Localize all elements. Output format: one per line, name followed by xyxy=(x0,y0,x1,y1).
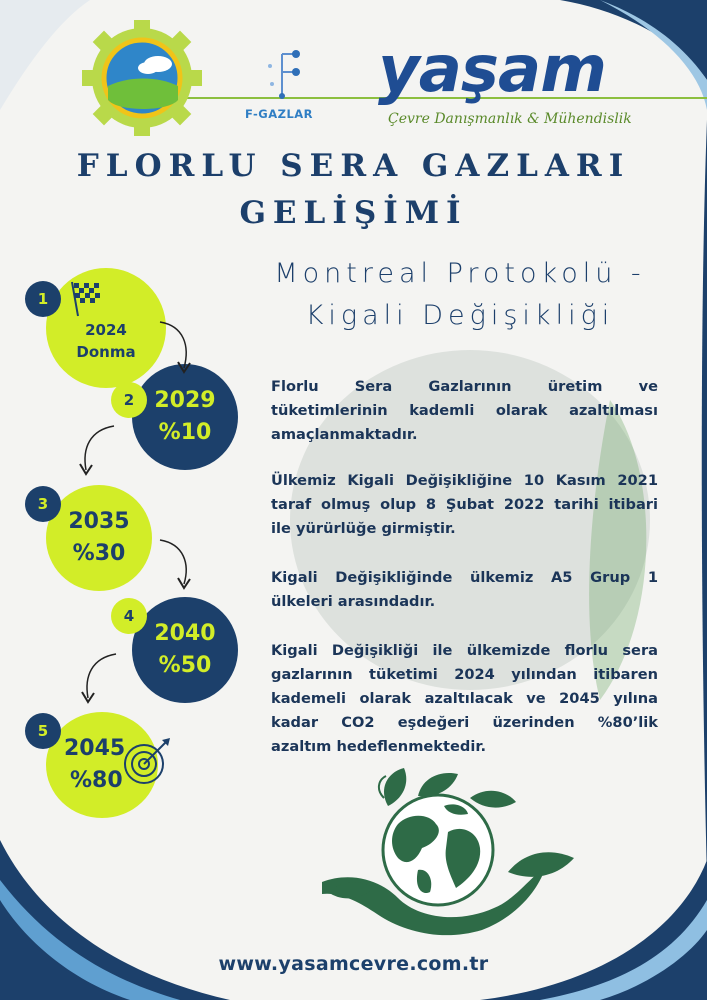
step-badge-2: 2 xyxy=(111,382,147,418)
paragraph-line: Kigali Değişikliği ile ülkemizde florlu sera xyxy=(271,642,658,659)
timeline-year-3: 2035 xyxy=(68,509,130,534)
subtitle-line2: Kigali Değişikliği xyxy=(305,300,615,331)
step-badge-1: 1 xyxy=(25,281,61,317)
paragraph-line: Ülkemiz Kigali Değişikliğine 10 Kasım 2021 xyxy=(271,472,658,489)
fgazlar-label: F-GAZLAR xyxy=(245,107,314,121)
paragraph-line: ülkeleri arasındadır. xyxy=(271,593,436,610)
timeline-year-2: 2029 xyxy=(154,388,216,413)
paragraph-line: Kigali Değişikliğinde ülkemiz A5 Grup 1 xyxy=(271,569,658,586)
curved-arrow-icon xyxy=(156,536,196,592)
paragraph-1 xyxy=(271,375,658,447)
subtitle-line1: Montreal Protokolü - xyxy=(274,258,646,289)
page-title-line1: FLORLU SERA GAZLARI xyxy=(76,148,631,184)
paragraph-line: tüketimlerinin kademli olarak azaltılması xyxy=(271,402,658,419)
paragraph-line: amaçlanmaktadır. xyxy=(271,426,418,443)
checkered-flag-icon xyxy=(68,280,102,318)
paragraph-4 xyxy=(271,639,658,759)
timeline-step-1 xyxy=(46,268,166,388)
paragraph-line: azaltım hedeflenmektedir. xyxy=(271,738,486,755)
paragraph-2 xyxy=(271,469,658,541)
paragraph-line: taraf olmuş olup 8 Şubat 2022 tarihi itibari xyxy=(271,496,658,513)
paragraph-3 xyxy=(271,566,658,614)
timeline-step-3 xyxy=(46,485,152,591)
timeline-value-1: Donma xyxy=(76,343,136,361)
timeline-year-5: 2045 xyxy=(64,736,126,761)
globe-leaves-icon xyxy=(318,762,578,940)
paragraph-line: ile yürürlüğe girmiştir. xyxy=(271,520,456,537)
timeline-step-4 xyxy=(132,597,238,703)
paragraph-line: kadar CO2 eşdeğeri üzerinden %80’lik xyxy=(271,714,658,731)
gear-logo-icon xyxy=(78,20,206,136)
curved-arrow-icon xyxy=(70,650,120,706)
step-badge-3: 3 xyxy=(25,486,61,522)
curved-arrow-icon xyxy=(156,318,196,376)
brand-subtitle: Çevre Danışmanlık & Mühendislik xyxy=(388,111,632,127)
timeline-value-4: %50 xyxy=(158,653,212,678)
step-badge-5: 5 xyxy=(25,713,61,749)
page-title-line2: GELİŞİMİ xyxy=(239,195,468,231)
brand-name: yaşam xyxy=(378,33,606,107)
paragraph-line: Florlu Sera Gazlarının üretim ve xyxy=(271,378,658,395)
timeline-value-2: %10 xyxy=(158,420,212,445)
website-link[interactable]: www.yasamcevre.com.tr xyxy=(218,953,489,975)
timeline-value-5: %80 xyxy=(70,768,123,793)
target-icon xyxy=(122,736,174,786)
timeline-year-4: 2040 xyxy=(154,621,216,646)
timeline-year-1: 2024 xyxy=(85,321,127,339)
timeline-value-3: %30 xyxy=(72,541,126,566)
step-badge-4: 4 xyxy=(111,598,147,634)
timeline-step-2 xyxy=(132,364,238,470)
paragraph-line: gazlarının tüketimi 2024 yılından itibaren xyxy=(271,666,658,683)
molecule-icon xyxy=(262,46,306,104)
paragraph-line: kademeli olarak azaltılacak ve 2045 yılına xyxy=(271,690,658,707)
curved-arrow-icon xyxy=(70,422,118,478)
